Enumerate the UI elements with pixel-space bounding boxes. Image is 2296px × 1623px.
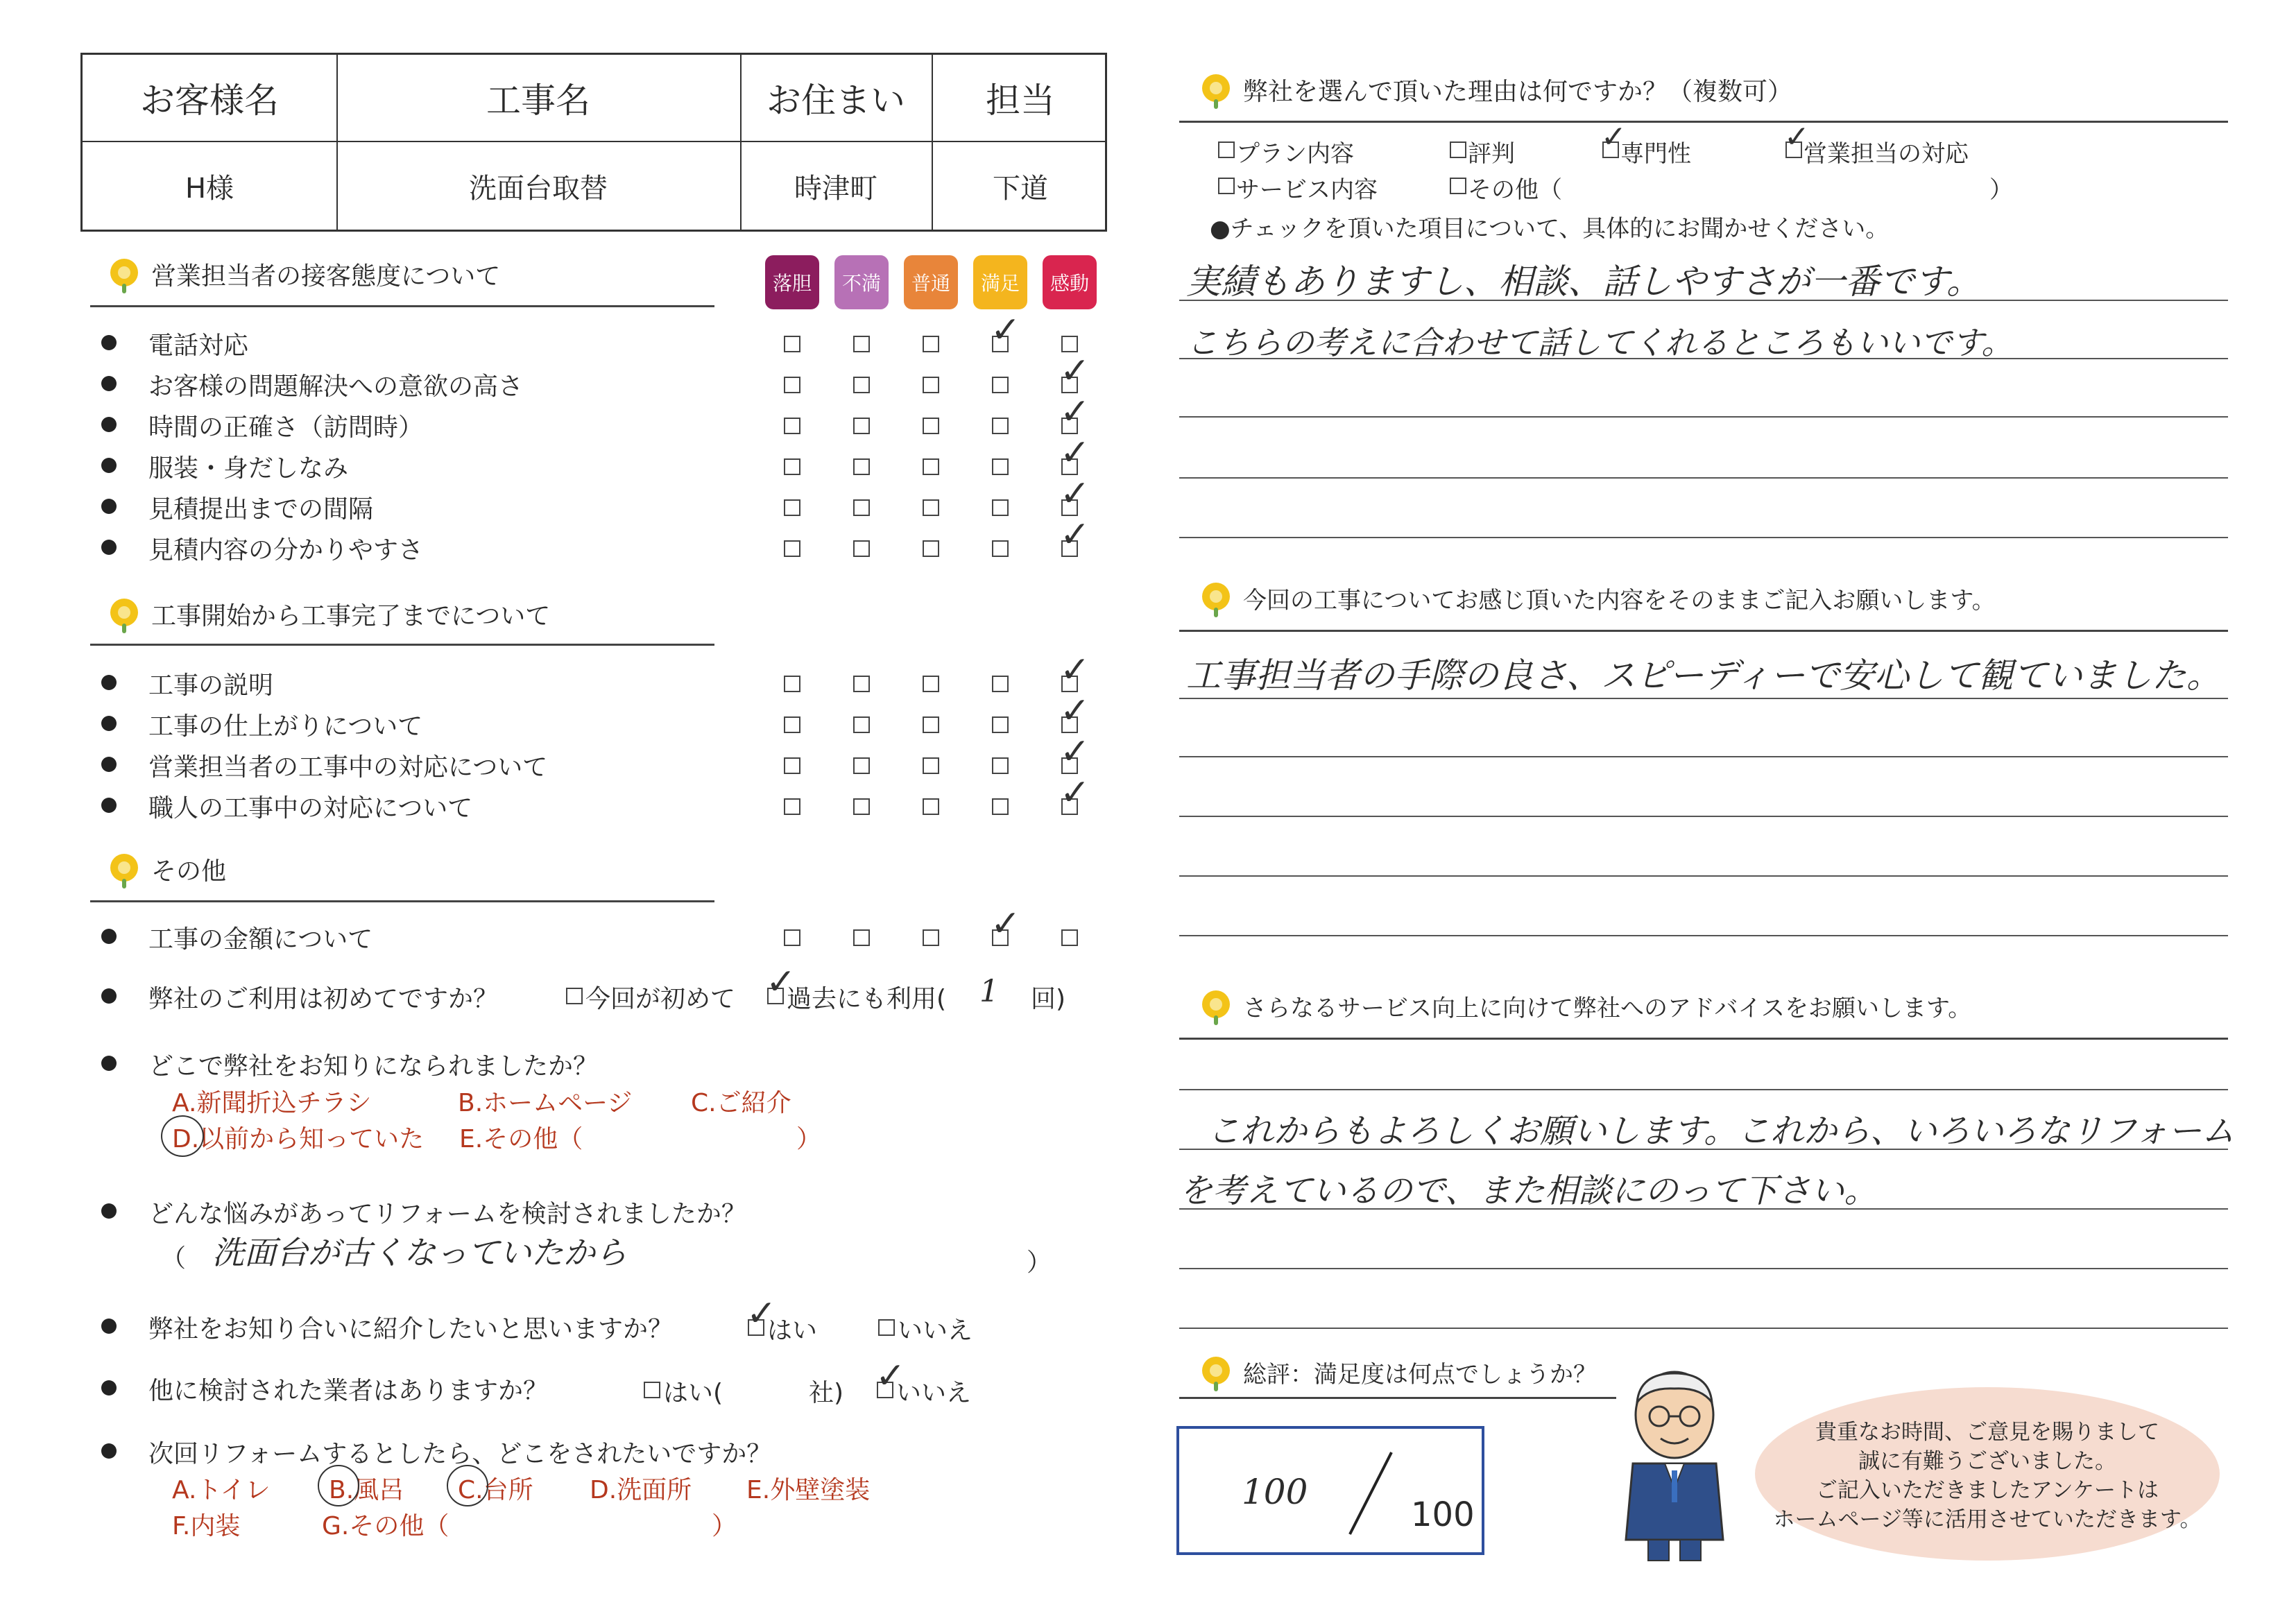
- section-other-title: その他: [151, 857, 227, 886]
- check-mark-icon: ✓: [1060, 731, 1090, 773]
- section-score-header: [1200, 1355, 1597, 1389]
- flower-icon: [108, 599, 140, 630]
- rating-checkbox-3[interactable]: [992, 716, 1009, 733]
- flower-icon: [108, 259, 140, 291]
- check-mark-icon: ✓: [1784, 119, 1810, 155]
- header-table: [80, 53, 1107, 232]
- bullet: [101, 540, 117, 555]
- price-label: 工事の金額について: [148, 925, 373, 954]
- rating-checkbox-2[interactable]: [923, 757, 939, 774]
- rating-badge-0: 落胆: [765, 255, 819, 309]
- rating-checkbox-1[interactable]: [853, 757, 870, 774]
- project-name: 洗面台取替: [469, 172, 608, 205]
- expertise-label: 専門性: [1620, 140, 1691, 168]
- vendors-yes-checkbox[interactable]: [644, 1382, 660, 1398]
- section-advice-title: さらなるサービス向上に向けて弊社へのアドバイスをお願いします。: [1243, 995, 1972, 1022]
- rating-checkbox-2[interactable]: [923, 336, 939, 352]
- rating-checkbox-0[interactable]: [784, 499, 800, 516]
- next-reform-question: 次回リフォームするとしたら、どこをされたいですか？: [148, 1440, 772, 1468]
- selection-circle: [161, 1115, 204, 1157]
- rating-checkbox-0[interactable]: [784, 798, 800, 815]
- col-staff-header: 担当: [986, 80, 1055, 121]
- rating-checkbox-0[interactable]: [784, 676, 800, 692]
- past-use-suffix: 回): [1031, 985, 1066, 1013]
- section-impression-title: 今回の工事についてお感じ頂いた内容をそのままご記入お願いします。: [1243, 587, 1996, 615]
- introduce-question: 弊社をお知り合いに紹介したいと思いますか？: [148, 1315, 674, 1343]
- flower-icon: [1200, 990, 1232, 1022]
- staff-name: 下道: [993, 172, 1048, 205]
- rating-checkbox-3[interactable]: [992, 499, 1009, 516]
- rating-checkbox-0[interactable]: [784, 757, 800, 774]
- check-mark-icon: ✓: [875, 1355, 906, 1397]
- reputation-checkbox[interactable]: [1450, 141, 1466, 158]
- next-reform-f: F.内装: [172, 1512, 241, 1540]
- advice-answer-line2: を考えているので、また相談にのって下さい。: [1179, 1171, 1878, 1210]
- rating-item-label: 工事の仕上がりについて: [148, 712, 423, 741]
- rating-checkbox-2[interactable]: [923, 418, 939, 434]
- past-use-label: 過去にも利用(: [787, 985, 947, 1013]
- reason-answer-line2: こちらの考えに合わせて話してくれるところもいいです。: [1186, 324, 2014, 361]
- introduce-no-checkbox[interactable]: [878, 1319, 895, 1336]
- rating-item-label: お客様の問題解決への意欲の高さ: [148, 372, 524, 401]
- section-sales-header: [108, 257, 500, 292]
- rating-badge-3: 満足: [973, 255, 1027, 309]
- rating-checkbox-1[interactable]: [853, 540, 870, 557]
- bullet: [101, 1203, 117, 1219]
- bullet: [101, 757, 117, 772]
- rating-item-label: 職人の工事中の対応について: [148, 794, 473, 823]
- how-known-e-close: ）: [796, 1125, 822, 1153]
- how-known-d: D.以前から知っていた: [172, 1125, 425, 1153]
- vendors-yes-label: はい(: [663, 1379, 723, 1407]
- how-known-e: E.その他（: [459, 1125, 583, 1153]
- bullet: [101, 675, 117, 690]
- rating-checkbox-1[interactable]: [853, 499, 870, 516]
- rating-item-label: 電話対応: [148, 332, 249, 360]
- score-value: 100: [1242, 1472, 1308, 1512]
- section-reason-header: [1200, 72, 1792, 108]
- plan-label: プラン内容: [1236, 140, 1354, 168]
- plan-checkbox[interactable]: [1218, 141, 1235, 158]
- check-mark-icon: ✓: [746, 1293, 777, 1334]
- bullet: [101, 929, 117, 944]
- section-construction-header: [108, 596, 550, 632]
- flower-icon: [1200, 74, 1232, 106]
- check-mark-icon: ✓: [1060, 514, 1090, 556]
- rating-item-label: 見積提出までの間隔: [148, 495, 374, 524]
- rating-item-label: 見積内容の分かりやすさ: [148, 536, 424, 565]
- bullet: [101, 1380, 117, 1396]
- check-mark-icon: ✓: [1060, 391, 1090, 433]
- bullet: [101, 376, 117, 391]
- first-use-question: 弊社のご利用は初めてですか？: [148, 985, 499, 1013]
- rating-checkbox-0[interactable]: [784, 540, 800, 557]
- reason-answer-line1: 実績もありますし、相談、話しやすさが一番です。: [1186, 261, 1981, 302]
- col-project-header: 工事名: [486, 80, 590, 121]
- how-known-c: C.ご紹介: [691, 1089, 791, 1117]
- staff-mascot-illustration: [1612, 1366, 1737, 1565]
- check-mark-icon: ✓: [991, 903, 1021, 945]
- section-impression-header: [1200, 581, 1996, 615]
- rating-checkbox-0[interactable]: [784, 377, 800, 393]
- rating-item-label: 時間の正確さ（訪問時）: [148, 413, 424, 442]
- selection-circle: [447, 1465, 488, 1506]
- thanks-bubble: [1755, 1387, 2220, 1561]
- rating-checkbox-1[interactable]: [853, 929, 870, 946]
- rating-checkbox-1[interactable]: [853, 798, 870, 815]
- rating-checkbox-1[interactable]: [853, 458, 870, 475]
- rating-item-label: 服装・身だしなみ: [148, 454, 349, 483]
- rating-checkbox-2[interactable]: [923, 676, 939, 692]
- check-mark-icon: ✓: [1060, 473, 1090, 515]
- trouble-question: どんな悩みがあってリフォームを検討されましたか？: [148, 1200, 746, 1228]
- next-reform-g-close: ）: [712, 1512, 737, 1540]
- rating-checkbox-0[interactable]: [784, 336, 800, 352]
- rating-checkbox-0[interactable]: [784, 929, 800, 946]
- rating-checkbox-2[interactable]: [923, 798, 939, 815]
- other-reason-checkbox[interactable]: [1450, 178, 1466, 194]
- section-construction-title: 工事開始から工事完了までについて: [151, 602, 551, 630]
- flower-icon: [108, 854, 140, 886]
- rating-checkbox-3[interactable]: [992, 540, 1009, 557]
- rating-item-label: 営業担当者の工事中の対応について: [148, 753, 548, 782]
- rating-checkbox-3[interactable]: [992, 418, 1009, 434]
- check-mark-icon: ✓: [1060, 690, 1090, 732]
- introduce-no-label: いいえ: [898, 1316, 973, 1345]
- rating-item-label: 工事の説明: [148, 671, 274, 700]
- how-known-question: どこで弊社をお知りになられましたか？: [148, 1052, 599, 1081]
- check-mark-icon: ✓: [766, 961, 796, 1003]
- past-use-count: 1: [979, 974, 999, 1009]
- next-reform-a: A.トイレ: [172, 1476, 271, 1504]
- service-checkbox[interactable]: [1218, 178, 1235, 194]
- bullet: [101, 988, 117, 1004]
- flower-icon: [1200, 583, 1232, 615]
- other-reason-close: ）: [1989, 176, 2013, 204]
- rating-checkbox-2[interactable]: [923, 377, 939, 393]
- col-customer-header: お客様名: [140, 80, 279, 121]
- next-reform-b: B.風呂: [329, 1476, 404, 1504]
- rating-checkbox-4[interactable]: [1061, 929, 1078, 946]
- next-reform-c: C.台所: [458, 1476, 533, 1504]
- section-reason-title: 弊社を選んで頂いた理由は何ですか？（複数可）: [1243, 78, 1793, 106]
- bullet: [101, 798, 117, 813]
- first-time-checkbox[interactable]: [566, 988, 583, 1004]
- reputation-label: 評判: [1468, 140, 1515, 168]
- vendors-yes-suffix: 社): [809, 1379, 844, 1407]
- rating-checkbox-1[interactable]: [853, 418, 870, 434]
- rating-checkbox-2[interactable]: [923, 716, 939, 733]
- next-reform-g: G.その他（: [322, 1512, 449, 1540]
- section-advice-header: [1200, 989, 1971, 1023]
- rating-checkbox-0[interactable]: [784, 418, 800, 434]
- rating-checkbox-1[interactable]: [853, 676, 870, 692]
- introduce-yes-label: はい: [767, 1316, 818, 1345]
- advice-answer-line1: これからもよろしくお願いします。これから、いろいろなリフォーム: [1207, 1112, 2235, 1151]
- rating-checkbox-0[interactable]: [784, 716, 800, 733]
- rating-checkbox-1[interactable]: [853, 716, 870, 733]
- bullet: [101, 1319, 117, 1334]
- rating-badge-4: 感動: [1043, 255, 1097, 309]
- how-known-b: B.ホームページ: [458, 1089, 633, 1117]
- trouble-answer: 洗面台が古くなっていたから: [212, 1234, 627, 1271]
- sales-response-label: 営業担当の対応: [1804, 140, 1969, 168]
- score-box: [1176, 1426, 1484, 1555]
- rating-checkbox-2[interactable]: [923, 499, 939, 516]
- rating-checkbox-1[interactable]: [853, 336, 870, 352]
- other-reason-label: その他（: [1468, 176, 1562, 204]
- col-address-header: お住まい: [766, 80, 905, 121]
- thanks-line3: ご記入いただきましたアンケートは: [1815, 1478, 2159, 1503]
- section-score-title: 総評：満足度は何点でしょうか？: [1243, 1361, 1597, 1389]
- first-time-label: 今回が初めて: [585, 985, 736, 1013]
- section-other-header: [108, 852, 226, 887]
- how-known-a: A.新聞折込チラシ: [172, 1089, 372, 1117]
- check-mark-icon: ✓: [1060, 350, 1090, 392]
- score-slash: [1343, 1448, 1398, 1538]
- rating-checkbox-2[interactable]: [923, 929, 939, 946]
- bullet: [101, 1056, 117, 1071]
- trouble-open-paren: （: [161, 1244, 187, 1273]
- rating-checkbox-3[interactable]: [992, 798, 1009, 815]
- thanks-line2: 誠に有難うございました。: [1858, 1449, 2116, 1474]
- rating-badge-1: 不満: [834, 255, 889, 309]
- check-mark-icon: ✓: [1060, 649, 1090, 691]
- bullet: [101, 458, 117, 473]
- service-label: サービス内容: [1236, 176, 1378, 204]
- rating-badge-2: 普通: [904, 255, 958, 309]
- rating-checkbox-0[interactable]: [784, 458, 800, 475]
- next-reform-e: E.外壁塗装: [746, 1476, 871, 1504]
- rating-checkbox-3[interactable]: [992, 458, 1009, 475]
- vendors-question: 他に検討された業者はありますか？: [148, 1377, 549, 1405]
- check-mark-icon: ✓: [1601, 119, 1627, 155]
- vendors-no-label: いいえ: [896, 1379, 972, 1407]
- rating-checkbox-3[interactable]: [992, 757, 1009, 774]
- rating-checkbox-3[interactable]: [992, 676, 1009, 692]
- rating-checkbox-2[interactable]: [923, 540, 939, 557]
- check-mark-icon: ✓: [1060, 772, 1090, 814]
- check-mark-icon: ✓: [1060, 432, 1090, 474]
- flower-icon: [1200, 1357, 1232, 1389]
- address-value: 時津町: [794, 172, 877, 205]
- thanks-line4: ホームページ等に活用させていただきます。: [1773, 1507, 2202, 1532]
- bullet: [101, 417, 117, 432]
- bullet: [101, 1443, 117, 1459]
- detail-prompt: ●チェックを頂いた項目について、具体的にお聞かせください。: [1210, 215, 1890, 243]
- rating-checkbox-1[interactable]: [853, 377, 870, 393]
- customer-name: H様: [185, 172, 234, 205]
- rating-checkbox-3[interactable]: [992, 377, 1009, 393]
- next-reform-d: D.洗面所: [590, 1476, 692, 1504]
- selection-circle: [318, 1465, 359, 1506]
- bullet: [101, 335, 117, 350]
- trouble-close-paren: ）: [1027, 1248, 1052, 1277]
- thanks-line1: 貴重なお時間、ご意見を賜りまして: [1815, 1420, 2159, 1445]
- bullet: [101, 499, 117, 514]
- section-sales-title: 営業担当者の接客態度について: [151, 262, 501, 291]
- rating-checkbox-2[interactable]: [923, 458, 939, 475]
- score-max: 100: [1411, 1495, 1475, 1534]
- bullet: [101, 716, 117, 731]
- check-mark-icon: ✓: [991, 309, 1021, 351]
- impression-answer-line1: 工事担当者の手際の良さ、スピーディーで安心して観ていました。: [1186, 655, 2221, 696]
